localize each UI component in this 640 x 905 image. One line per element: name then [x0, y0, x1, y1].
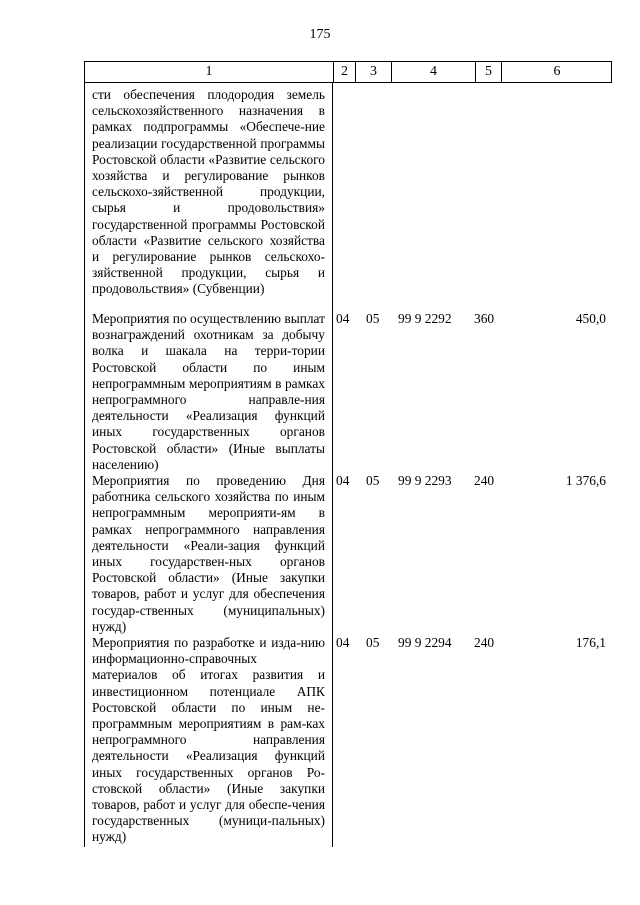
header-col-2: 2: [333, 62, 355, 82]
table-row-2-csr: 99 9 2292: [398, 311, 452, 326]
table-row-4-sum: 176,1: [575, 635, 606, 650]
table-border-left: [84, 83, 85, 847]
table-row-2-description: Мероприятия по осуществлению выплат вознаграждений охотникам за добычу волка и шакала на терри-тории Ростовской области по иным непрограммным мероприятиям в рамках непрограммного направле-ния деятельности «Реализация функций иных государственных органов Ростовской области» (Иные выплаты населению): [92, 311, 325, 472]
table-row-3-vr: 240: [474, 473, 495, 488]
table-row-4-csr: 99 9 2294: [398, 635, 452, 650]
table-row-3-rz: 04: [336, 473, 350, 488]
table-row-3-csr: 99 9 2293: [398, 473, 452, 488]
header-col-4: 4: [391, 62, 475, 82]
header-col-1: 1: [205, 64, 213, 79]
table-column-divider: [332, 83, 333, 847]
table-row-2-vr: 360: [474, 311, 495, 326]
header-col-5: 5: [475, 62, 501, 82]
table-row-2-sum: 450,0: [575, 311, 606, 326]
page-number: 175: [309, 27, 331, 42]
table-row-4-description: Мероприятия по разработке и изда-нию информационно-справочных материалов об итогах развития и инвестиционном потенциале АПК Ростовской области по иным не-программным мероприятиям в рам-ках непрограммного направления деятельности «Реализация функций иных государственных органов Ро-стовской области» (Иные закупки товаров, работ и услуг для обеспе-чения государственных (муници-пальных) нужд): [92, 635, 325, 845]
header-col-6: 6: [501, 62, 612, 82]
table-row-1-description: сти обеспечения плодородия земель сельскохозяйственного назначения в рамках подпрограммы «Обеспече-ние реализации государственной программы Ростовской области «Развитие сельского хозяйства и регулирование рынков сельскохо-зяйственной продукции, сырья и продовольствия» государственной программы Ростовской области «Развитие сельского хозяйства и регулирование рынков сельскохо-зяйственной продукции, сырья и продовольствия» (Субвенции): [92, 87, 325, 297]
table-row-3-pr: 05: [366, 473, 380, 488]
header-col-3: 3: [355, 62, 391, 82]
table-header: [84, 61, 612, 83]
table-row-3-description: Мероприятия по проведению Дня работника сельского хозяйства по иным непрограммным мероприяти-ям в рамках непрограммного направления деятельности «Реали-зация функций иных государствен-ных органов Ростовской области» (Иные закупки товаров, работ и услуг для обеспечения государ-ственных (муниципальных) нужд): [92, 473, 325, 634]
table-row-4-vr: 240: [474, 635, 495, 650]
table-row-4-pr: 05: [366, 635, 380, 650]
table-row-3-sum: 1 376,6: [565, 473, 606, 488]
table-row-2-pr: 05: [366, 311, 380, 326]
table-row-4-rz: 04: [336, 635, 350, 650]
table-row-2-rz: 04: [336, 311, 350, 326]
